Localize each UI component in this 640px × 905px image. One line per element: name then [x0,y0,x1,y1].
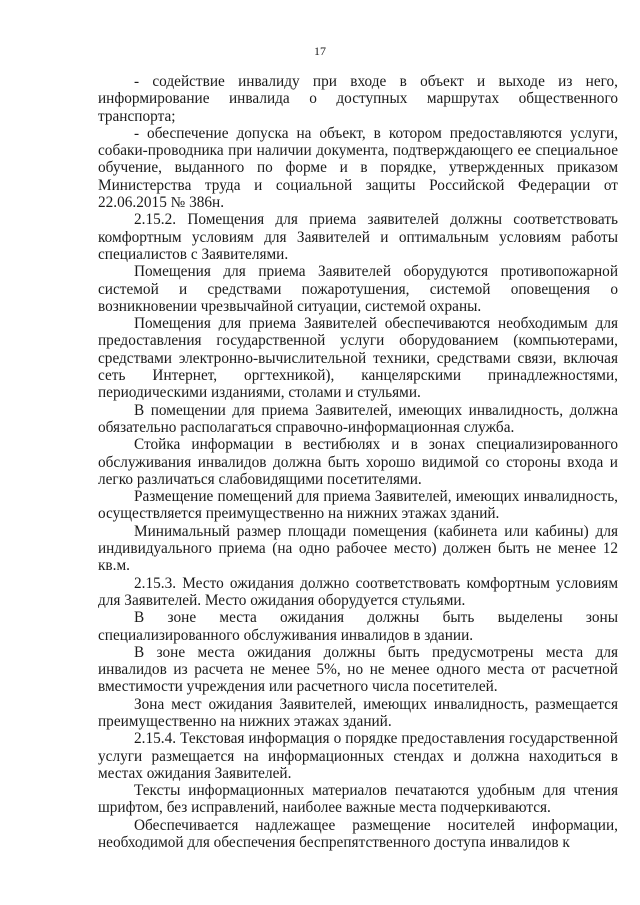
paragraph-disabled-seats: В зоне места ожидания должны быть предусмотрены места для инвалидов из расчета не менее 5%, но не менее одного места от расчетной вместимости учреждения или расчетного числа посетителей. [98,643,618,696]
paragraph-2-15-3-waiting-area: 2.15.3. Место ожидания должно соответствовать комфортным условиям для Заявителей. Место ожидания оборудуется стульями. [98,574,618,609]
page-number: 17 [314,44,326,58]
paragraph-info-desk: Стойка информации в вестибюлях и в зонах специализированного обслуживания инвалидов должна быть хорошо видимой со стороны входа и легко различаться слабовидящими посетителями. [98,436,618,488]
paragraph-lower-floors: Размещение помещений для приема Заявителей, имеющих инвалидность, осуществляется преимущественно на нижних этажах зданий. [98,488,618,523]
paragraph-assistance-entry-exit: - содействие инвалиду при входе в объект и выходе из него, информирование инвалида о доступных маршрутах общественного транспорта; [98,73,618,125]
paragraph-2-15-2-premises: 2.15.2. Помещения для приема заявителей должны соответствовать комфортным условиям для Заявителей и оптимальным условиям работы специалистов с Заявителями. [98,211,618,263]
paragraph-2-15-4-text-info: 2.15.4. Текстовая информация о порядке предоставления государственной услуги размещается на информационных стендах и должна находиться в местах ожидания Заявителей. [98,730,618,782]
paragraph-minimum-area: Минимальный размер площади помещения (кабинета или кабины) для индивидуального приема (на одно рабочее место) должен быть не менее 12 кв.м. [98,522,618,575]
paragraph-info-placement: Обеспечивается надлежащее размещение носителей информации, необходимой для обеспечения беспрепятственного доступа инвалидов к [98,816,618,852]
document-body [98,73,618,851]
paragraph-fire-safety: Помещения для приема Заявителей оборудуются противопожарной системой и средствами пожаротушения, системой оповещения о возникновении чрезвычайной ситуации, системой охраны. [98,263,618,315]
paragraph-waiting-zone-floors: Зона мест ожидания Заявителей, имеющих инвалидность, размещается преимущественно на нижних этажах зданий. [98,695,618,730]
paragraph-equipment: Помещения для приема Заявителей обеспечиваются необходимым для предоставления государственной услуги оборудованием (компьютерами, средствами электронно-вычислительной техники, средствами связи, включая сеть Интернет, оргтехникой), канцелярскими принадлежностями, периодическими изданиями, столами и стульями. [98,315,618,402]
paragraph-info-service: В помещении для приема Заявителей, имеющих инвалидность, должна обязательно располагаться справочно-информационная служба. [98,401,618,436]
paragraph-special-zones: В зоне места ожидания должны быть выделены зоны специализированного обслуживания инвалидов в здании. [98,609,618,644]
paragraph-guide-dog-access: - обеспечение допуска на объект, в котором предоставляются услуги, собаки-проводника при наличии документа, подтверждающего ее специальное обучение, выданного по форме и в порядке, утвержденных приказом Министерства труда и социальной защиты Российской Федерации от 22.06.2015 № 386н. [98,124,618,212]
paragraph-font-requirements: Тексты информационных материалов печатаются удобным для чтения шрифтом, без исправлений, наиболее важные места подчеркиваются. [98,782,618,817]
